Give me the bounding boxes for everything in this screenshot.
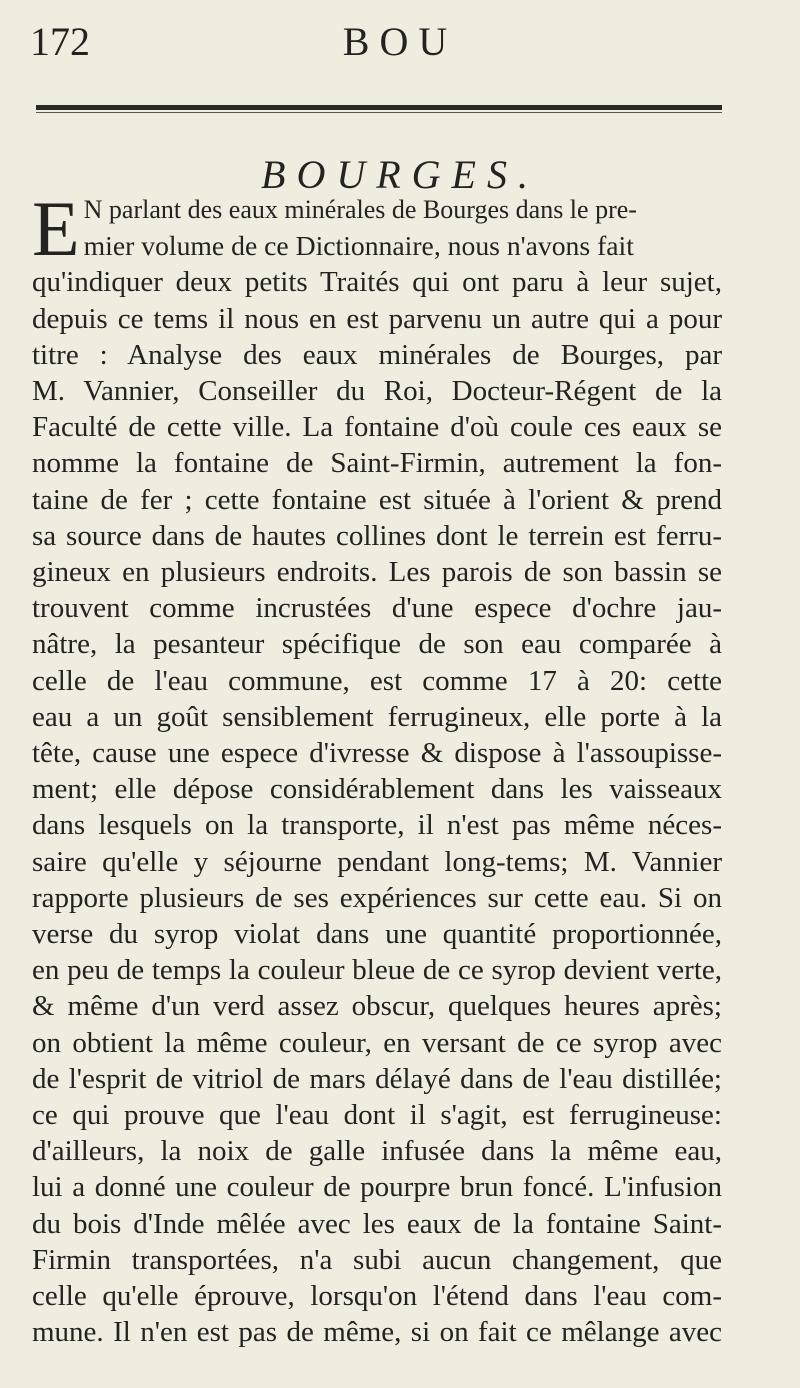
- text-line: eau a un goût sensiblement ferrugineux, elle porte à la: [32, 700, 722, 733]
- text-line: en peu de temps la couleur bleue de ce syrop devient verte,: [32, 954, 722, 987]
- text-line: nomme la fontaine de Saint-Firmin, autrement la fon-: [32, 447, 722, 480]
- text-line: nâtre, la pesanteur spécifique de son eau comparée à: [32, 628, 722, 661]
- text-line: Firmin transportées, n'a subi aucun changement, que: [32, 1243, 722, 1276]
- text-line: mune. Il n'en est pas de même, si on fait ce mêlange avec: [32, 1316, 722, 1349]
- article-body: [32, 185, 722, 1351]
- text-line: tête, cause une espece d'ivresse & dispose à l'assoupisse-: [32, 737, 722, 770]
- text-line: gineux en plusieurs endroits. Les parois de son bassin se: [32, 556, 722, 589]
- text-line: verse du syrop violat dans une quantité proportionnée,: [32, 918, 722, 951]
- text-line: depuis ce tems il nous en est parvenu un autre qui a pour: [32, 302, 722, 335]
- running-head: BOU: [342, 19, 458, 64]
- article-lines: [32, 185, 722, 1351]
- text-line: saire qu'elle y séjourne pendant long-tems; M. Vannier: [32, 845, 722, 878]
- text-line: titre : Analyse des eaux minérales de Bourges, par: [32, 338, 722, 371]
- header-rule-thin: [36, 112, 722, 113]
- text-line: sa source dans de hautes collines dont le terrein est ferru-: [32, 519, 722, 552]
- text-line: mier volume de ce Dictionnaire, nous n'avons fait: [83, 230, 634, 262]
- text-line: ce qui prouve que l'eau dont il s'agit, est ferrugineuse:: [32, 1099, 722, 1132]
- text-line: N parlant des eaux minérales de Bourges dans le pre-: [83, 195, 637, 224]
- drop-cap: E: [32, 185, 80, 272]
- text-line: d'ailleurs, la noix de galle infusée dans la même eau,: [32, 1135, 722, 1168]
- text-line: M. Vannier, Conseiller du Roi, Docteur-Régent de la: [32, 375, 722, 408]
- text-line: celle de l'eau commune, est comme 17 à 20: cette: [32, 664, 722, 697]
- text-line: lui a donné une couleur de pourpre brun foncé. L'infusion: [32, 1171, 722, 1204]
- text-line: trouvent comme incrustées d'une espece d'ochre jau-: [32, 592, 722, 625]
- text-line: dans lesquels on la transporte, il n'est pas même néces-: [32, 809, 722, 842]
- text-line: Faculté de cette ville. La fontaine d'où coule ces eaux se: [32, 411, 722, 444]
- text-line: qu'indiquer deux petits Traités qui ont paru à leur sujet,: [32, 266, 722, 299]
- text-line: rapporte plusieurs de ses expériences sur cette eau. Si on: [32, 881, 722, 914]
- text-line: du bois d'Inde mêlée avec les eaux de la fontaine Saint-: [32, 1207, 722, 1240]
- text-line: ment; elle dépose considérablement dans les vaisseaux: [32, 773, 722, 806]
- page-number: 172: [30, 19, 90, 64]
- article-title: BOURGES.: [261, 152, 539, 197]
- text-line: de l'esprit de vitriol de mars délayé dans de l'eau distillée;: [32, 1062, 722, 1095]
- text-line: & même d'un verd assez obscur, quelques heures après;: [32, 990, 722, 1023]
- text-line: taine de fer ; cette fontaine est située à l'orient & prend: [32, 483, 722, 516]
- text-line: celle qu'elle éprouve, lorsqu'on l'étend dans l'eau com-: [32, 1280, 722, 1313]
- text-line: on obtient la même couleur, en versant de ce syrop avec: [32, 1026, 722, 1059]
- header-rule: [36, 105, 722, 110]
